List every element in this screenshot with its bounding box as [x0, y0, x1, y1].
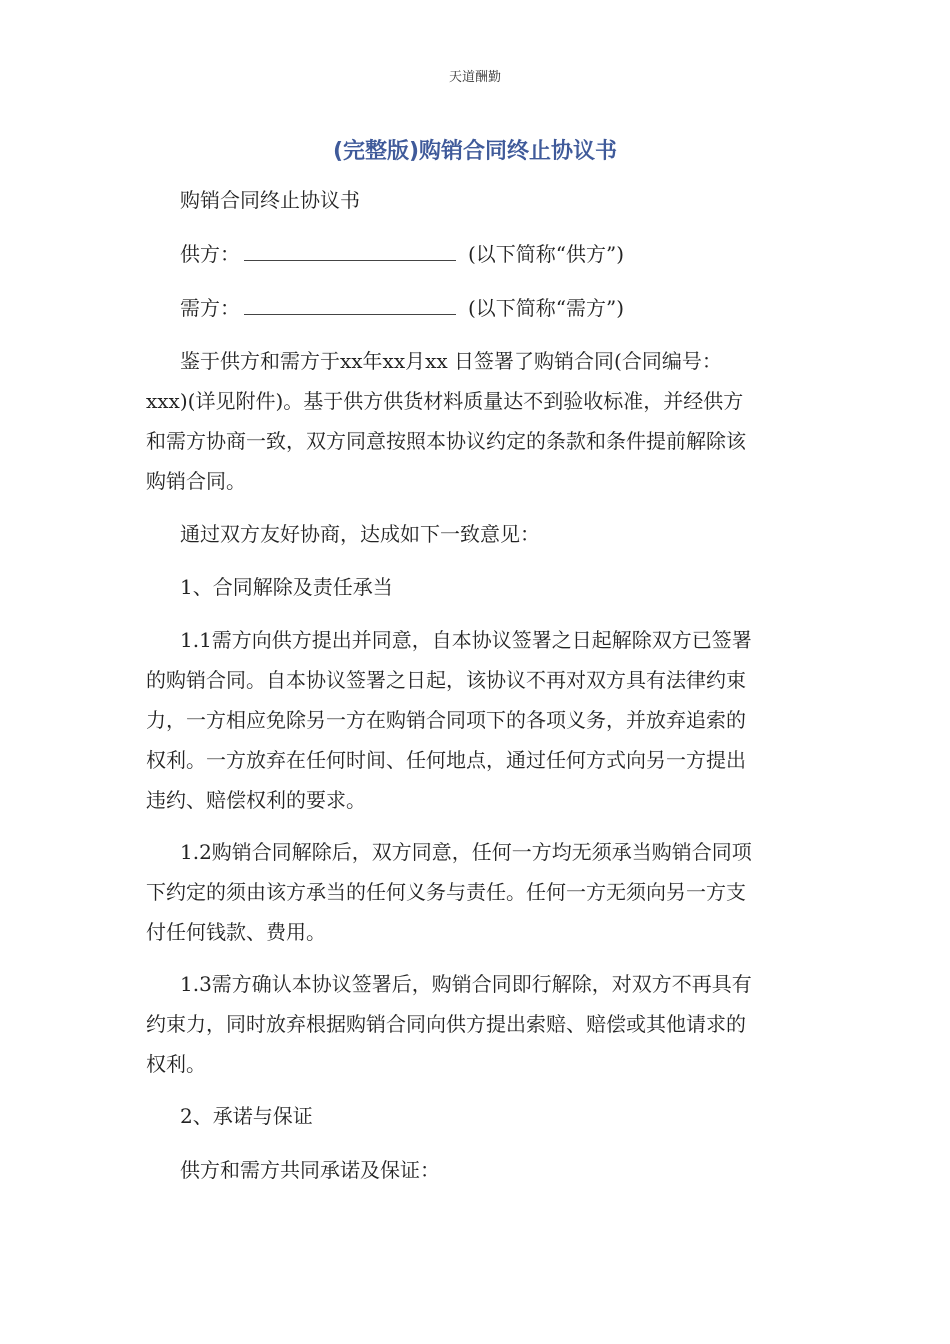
intro-line: 购销合同。 — [146, 469, 246, 493]
section-1-heading: 1、合同解除及责任承当 — [180, 575, 393, 599]
buyer-blank — [244, 296, 456, 315]
clause-line: 的购销合同。自本协议签署之日起，该协议不再对双方具有法律约束 — [146, 668, 746, 692]
clause-line: 1.3需方确认本协议签署后，购销合同即行解除，对双方不再具有 — [180, 972, 752, 996]
clause-line: 权利。一方放弃在任何时间、任何地点，通过任何方式向另一方提出 — [146, 748, 746, 772]
clause-line: 力，一方相应免除另一方在购销合同项下的各项义务，并放弃追索的 — [146, 708, 746, 732]
agree-paragraph: 通过双方友好协商，达成如下一致意见： — [180, 522, 540, 546]
intro-line: 鉴于供方和需方于xx年xx月xx 日签署了购销合同(合同编号： — [180, 349, 722, 373]
intro-line: xxx)(详见附件)。基于供方供货材料质量达不到验收标准，并经供方 — [146, 389, 744, 413]
page-header: 天道酬勤 — [448, 70, 501, 85]
supplier-label: 供方： — [180, 242, 240, 266]
commit-paragraph: 供方和需方共同承诺及保证： — [180, 1158, 440, 1182]
clause-line: 违约、赔偿权利的要求。 — [146, 788, 366, 812]
supplier-blank — [244, 242, 456, 261]
clause-1-2 — [146, 832, 806, 952]
supplier-line — [146, 234, 840, 274]
intro-paragraph — [146, 341, 806, 501]
subtitle: 购销合同终止协议书 — [180, 188, 360, 212]
clause-line: 1.1需方向供方提出并同意，自本协议签署之日起解除双方已签署 — [180, 628, 752, 652]
section-2-heading: 2、承诺与保证 — [180, 1104, 313, 1128]
clause-line: 权利。 — [146, 1052, 206, 1076]
buyer-line — [146, 288, 840, 328]
clause-1-3 — [146, 964, 806, 1084]
clause-line: 约束力，同时放弃根据购销合同向供方提出索赔、赔偿或其他请求的 — [146, 1012, 746, 1036]
intro-line: 和需方协商一致，双方同意按照本协议约定的条款和条件提前解除该 — [146, 429, 746, 453]
document-title: (完整版)购销合同终止协议书 — [332, 139, 618, 164]
clause-1-1 — [146, 620, 806, 820]
clause-line: 1.2购销合同解除后，双方同意，任何一方均无须承当购销合同项 — [180, 840, 752, 864]
clause-line: 付任何钱款、费用。 — [146, 920, 326, 944]
buyer-label: 需方： — [180, 296, 240, 320]
buyer-note: (以下简称“需方”) — [468, 296, 625, 320]
supplier-note: (以下简称“供方”) — [468, 242, 625, 266]
clause-line: 下约定的须由该方承当的任何义务与责任。任何一方无须向另一方支 — [146, 880, 746, 904]
